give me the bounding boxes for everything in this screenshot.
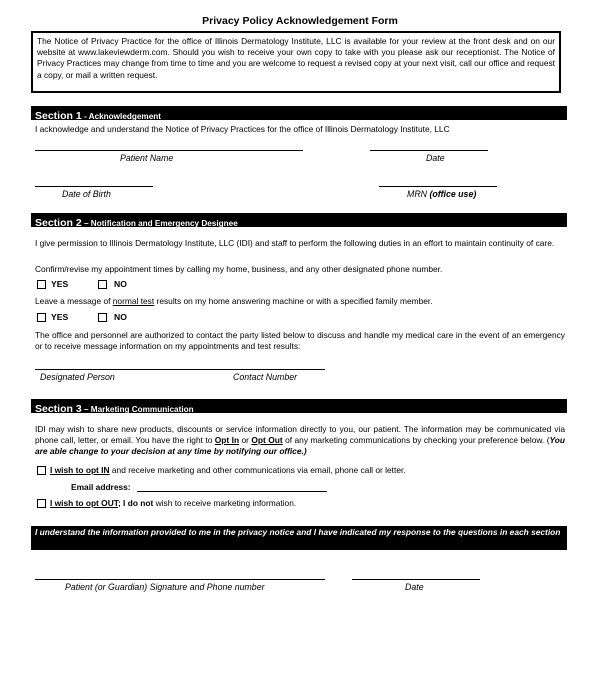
email-label: Email address: <box>71 482 131 492</box>
email-input-line[interactable] <box>137 491 327 492</box>
marketing-intro-italic: You are able change to your decision at any time by notifying our office.) <box>35 435 565 457</box>
final-statement-text: I understand the information provided to me in the privacy notice and I have indicated my response to the questions in each section <box>35 527 561 537</box>
confirm-no-checkbox[interactable] <box>98 280 107 289</box>
confirm-no-label: NO <box>114 279 127 289</box>
opt-in-term: Opt In <box>214 435 240 446</box>
opt-out-option <box>50 498 570 509</box>
opt-out-term: Opt Out <box>251 435 283 446</box>
confirm-yes-checkbox[interactable] <box>37 280 46 289</box>
section-2-number: Section 2 <box>35 217 82 229</box>
confirm-yes-label: YES <box>51 279 69 289</box>
patient-name-line[interactable] <box>35 150 303 151</box>
section-3-header <box>31 399 567 413</box>
marketing-intro <box>35 424 565 458</box>
privacy-notice-text: The Notice of Privacy Practice for the office of Illinois Dermatology Institute, LLC is available for your review at the front desk and on our website at www.lakeviewderm.com. Should you wish to receive your own copy to take with you please ask our receptionist. The Notice of Privacy Practices may change from time to time and you are welcome to request a revised copy at your next visit, call our office and request a copy, or mail a written request. <box>37 36 555 80</box>
opt-out-strong: I wish to opt OUT <box>50 498 118 508</box>
date-line-1[interactable] <box>370 150 488 151</box>
mrn-office-use: (office use) <box>429 189 477 199</box>
opt-out-bold2: ; I do not <box>117 498 154 508</box>
confirm-appointment-text: Confirm/revise my appointment times by calling my home, business, and any other designated phone number. <box>35 264 443 274</box>
section-1-number: Section 1 <box>35 110 82 122</box>
dob-label: Date of Birth <box>62 189 111 199</box>
privacy-notice-box <box>31 31 561 93</box>
opt-in-option <box>50 465 570 476</box>
section-2-subtitle: – Notification and Emergency Designee <box>81 219 238 228</box>
leave-message-post: results on my home answering machine or with a specified family member. <box>154 296 433 306</box>
message-no-checkbox[interactable] <box>98 313 107 322</box>
leave-message-text <box>35 296 575 307</box>
signature-line[interactable] <box>35 579 325 580</box>
contact-number-label: Contact Number <box>233 372 298 382</box>
opt-out-checkbox[interactable] <box>37 499 46 508</box>
section-3-subtitle: – Marketing Communication <box>81 405 194 414</box>
mrn-label-text: MRN <box>407 189 428 199</box>
acknowledgement-statement: I acknowledge and understand the Notice of Privacy Practices for the office of Illinois Dermatology Institute, LLC <box>35 124 450 134</box>
message-yes-label: YES <box>51 312 69 322</box>
final-date-label: Date <box>405 582 424 592</box>
section-1-header <box>31 106 567 120</box>
mrn-line[interactable] <box>379 186 497 187</box>
authorize-text: The office and personnel are authorized to contact the party listed below to discuss and handle my medical care in the event of an emergency or to receive message information on my appointments and test results: <box>35 330 565 352</box>
final-date-line[interactable] <box>352 579 480 580</box>
permission-text: I give permission to Illinois Dermatology Institute, LLC (IDI) and staff to perform the following duties in an effort to maintain continuity of care. <box>35 238 555 248</box>
opt-in-rest: and receive marketing and other communications via email, phone call or letter. <box>109 465 406 475</box>
date-label-1: Date <box>426 153 445 163</box>
designee-line[interactable] <box>35 369 325 370</box>
message-yes-checkbox[interactable] <box>37 313 46 322</box>
opt-out-rest: wish to receive marketing information. <box>153 498 297 508</box>
final-statement-bar <box>31 526 567 550</box>
mrn-label <box>407 189 476 199</box>
leave-message-underlined: normal test <box>112 296 155 306</box>
marketing-intro-pre: IDI may wish to share new products, discounts or service information directly to you, our patient. The information may be communicated via phone call, letter, or email. You have the right to <box>35 424 565 446</box>
signature-label: Patient (or Guardian) Signature and Phone number <box>65 582 265 592</box>
leave-message-pre: Leave a message of <box>35 296 113 306</box>
message-no-label: NO <box>114 312 127 322</box>
opt-in-strong: I wish to opt IN <box>50 465 110 475</box>
marketing-intro-mid: of any marketing communications by checking your preference below. ( <box>282 435 550 446</box>
section-1-subtitle: - Acknowledgement <box>81 112 161 121</box>
opt-in-checkbox[interactable] <box>37 466 46 475</box>
form-title: Privacy Policy Acknowledgement Form <box>202 15 398 27</box>
marketing-or: or <box>239 435 252 446</box>
section-2-header <box>31 213 567 227</box>
section-3-number: Section 3 <box>35 403 82 415</box>
dob-line[interactable] <box>35 186 153 187</box>
patient-name-label: Patient Name <box>120 153 174 163</box>
designated-person-label: Designated Person <box>40 372 115 382</box>
